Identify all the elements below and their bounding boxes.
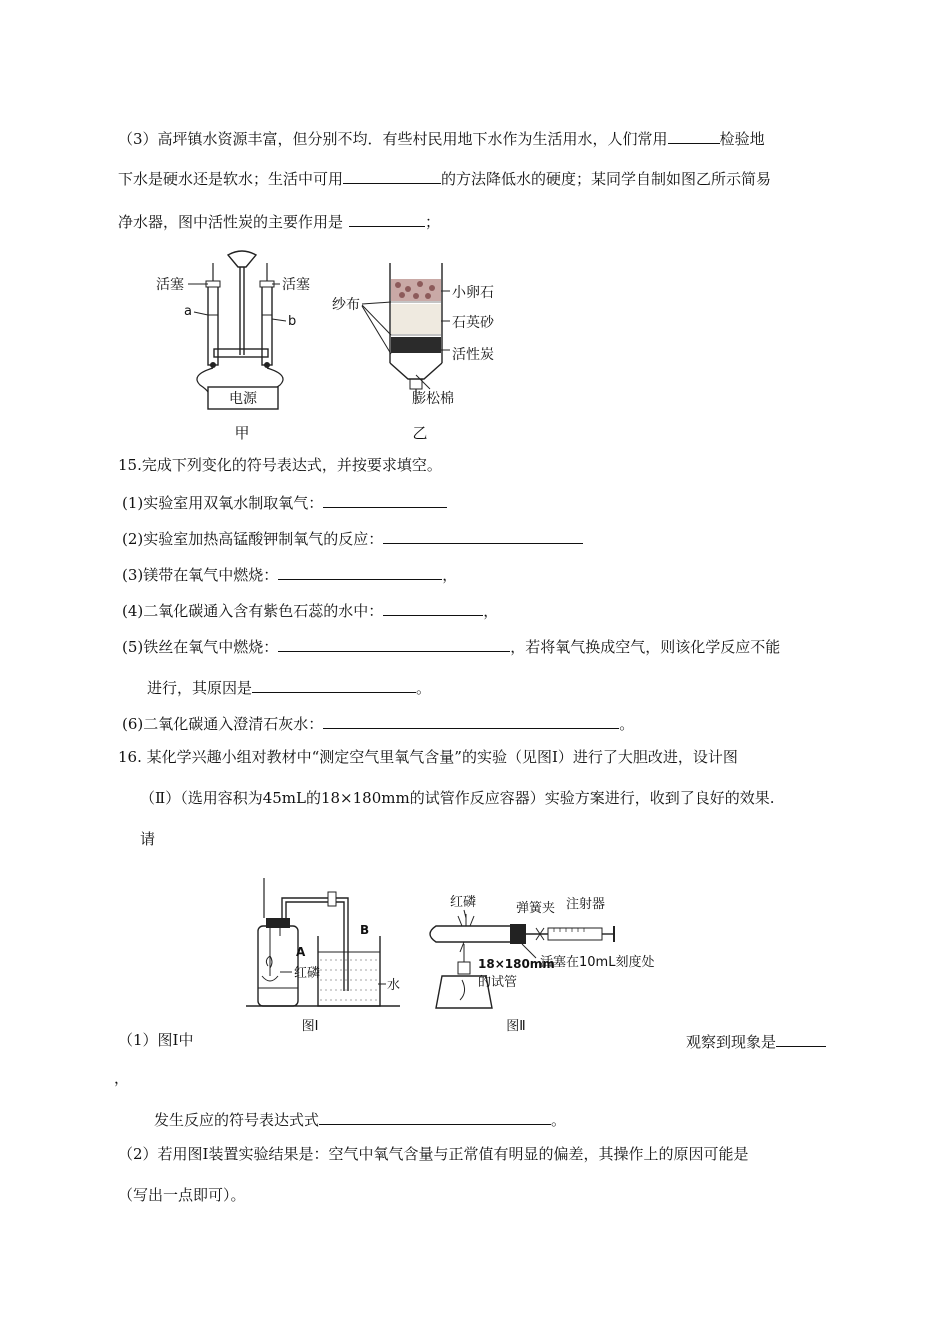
q16-sub1-c: 发生反应的符号表达式式 。 <box>154 1108 566 1130</box>
q15-item1: (1)实验室用双氧水制取氧气： <box>122 491 447 513</box>
answer-blank[interactable] <box>323 491 447 508</box>
q14-line3: 净水器，图中活性炭的主要作用是 ； <box>118 210 440 232</box>
q16-sub1-a: （1）图Ⅰ中 <box>118 1031 194 1049</box>
electrolysis-apparatus-figure <box>150 245 320 445</box>
q15-item6: (6)二氧化碳通入澄清石灰水： 。 <box>122 712 634 734</box>
stopcock-right-label: 活塞 <box>282 277 310 293</box>
caption-yi: 乙 <box>412 424 428 442</box>
answer-blank[interactable] <box>383 527 583 544</box>
q15-item3: (3)镁带在氧气中燃烧： ， <box>122 563 457 585</box>
caption-figure-1: 图Ⅰ <box>301 1019 319 1034</box>
q15-item5: (5)铁丝在氧气中燃烧： ，若将氧气换成空气，则该化学反应不能 <box>122 635 780 657</box>
answer-blank[interactable] <box>323 712 619 729</box>
answer-blank[interactable] <box>278 563 442 580</box>
answer-blank[interactable] <box>252 676 416 693</box>
water-purifier-figure <box>330 255 520 445</box>
label-a: a <box>184 304 192 319</box>
q16-line2: （Ⅱ）（选用容积为45mL的18×180mm的试管作反应容器）实验方案进行，收到了良好的效果. <box>140 789 775 807</box>
q15-title: 15.完成下列变化的符号表达式，并按要求填空。 <box>118 456 442 474</box>
pebbles-label: 小卵石 <box>452 285 494 301</box>
label-b: b <box>288 314 297 329</box>
figure-1-apparatus <box>240 876 410 1036</box>
q15-item4: (4)二氧化碳通入含有紫色石蕊的水中： ， <box>122 599 498 621</box>
q14-line1: （3）高坪镇水资源丰富，但分别不均．有些村民用地下水作为生活用水，人们常用 检验地 <box>118 127 765 149</box>
q16-sub2-line2: （写出一点即可）。 <box>118 1186 246 1204</box>
figure-2-apparatus <box>418 888 655 1036</box>
q16-sub1-comma: ， <box>114 1069 130 1087</box>
q16-sub2-line1: （2）若用图Ⅰ装置实验结果是：空气中氧气含量与正常值有明显的偏差，其操作上的原因可能是 <box>118 1145 749 1163</box>
answer-blank[interactable] <box>278 635 510 652</box>
q16-line1: 16. 某化学兴趣小组对教材中“测定空气里氧气含量”的实验（见图Ⅰ）进行了大胆改进，设计图 <box>118 748 738 766</box>
spring-clip-label: 弹簧夹 <box>516 901 556 916</box>
caption-jia: 甲 <box>234 424 250 442</box>
label-A: A <box>296 945 306 959</box>
gauze-label: 纱布 <box>332 297 360 313</box>
q16-line3: 请 <box>140 830 156 848</box>
answer-blank[interactable] <box>319 1108 551 1125</box>
q15-item5-cont: 进行，其原因是 。 <box>147 676 431 698</box>
answer-blank[interactable] <box>343 167 441 184</box>
quartz-sand-label: 石英砂 <box>452 315 494 331</box>
q14-line2: 下水是硬水还是软水；生活中可用 的方法降低水的硬度；某同学自制如图乙所示简易 <box>118 167 771 189</box>
syringe-label: 注射器 <box>566 897 606 912</box>
q15-item2: (2)实验室加热高锰酸钾制氧气的反应： <box>122 527 583 549</box>
water-label: 水 <box>387 978 401 993</box>
tube-name-label: 的试管 <box>478 975 518 990</box>
stopcock-left-label: 活塞 <box>156 277 184 293</box>
piston-note-label: 活塞在10mL刻度处 <box>540 955 655 970</box>
label-B: B <box>360 923 370 937</box>
red-phosphorus-label: 红磷 <box>294 966 321 981</box>
tube-size-label: 18×180mm <box>478 957 555 971</box>
answer-blank[interactable] <box>349 210 425 227</box>
answer-blank[interactable] <box>776 1030 826 1047</box>
red-phosphorus-label-2: 红磷 <box>450 895 477 910</box>
power-label: 电源 <box>229 391 257 407</box>
answer-blank[interactable] <box>383 599 483 616</box>
cotton-label: 膨松棉 <box>412 391 454 407</box>
q16-sub1-b: 观察到现象是 <box>686 1030 826 1052</box>
answer-blank[interactable] <box>668 127 720 144</box>
activated-carbon-label: 活性炭 <box>452 347 494 363</box>
caption-figure-2: 图Ⅱ <box>506 1019 526 1034</box>
